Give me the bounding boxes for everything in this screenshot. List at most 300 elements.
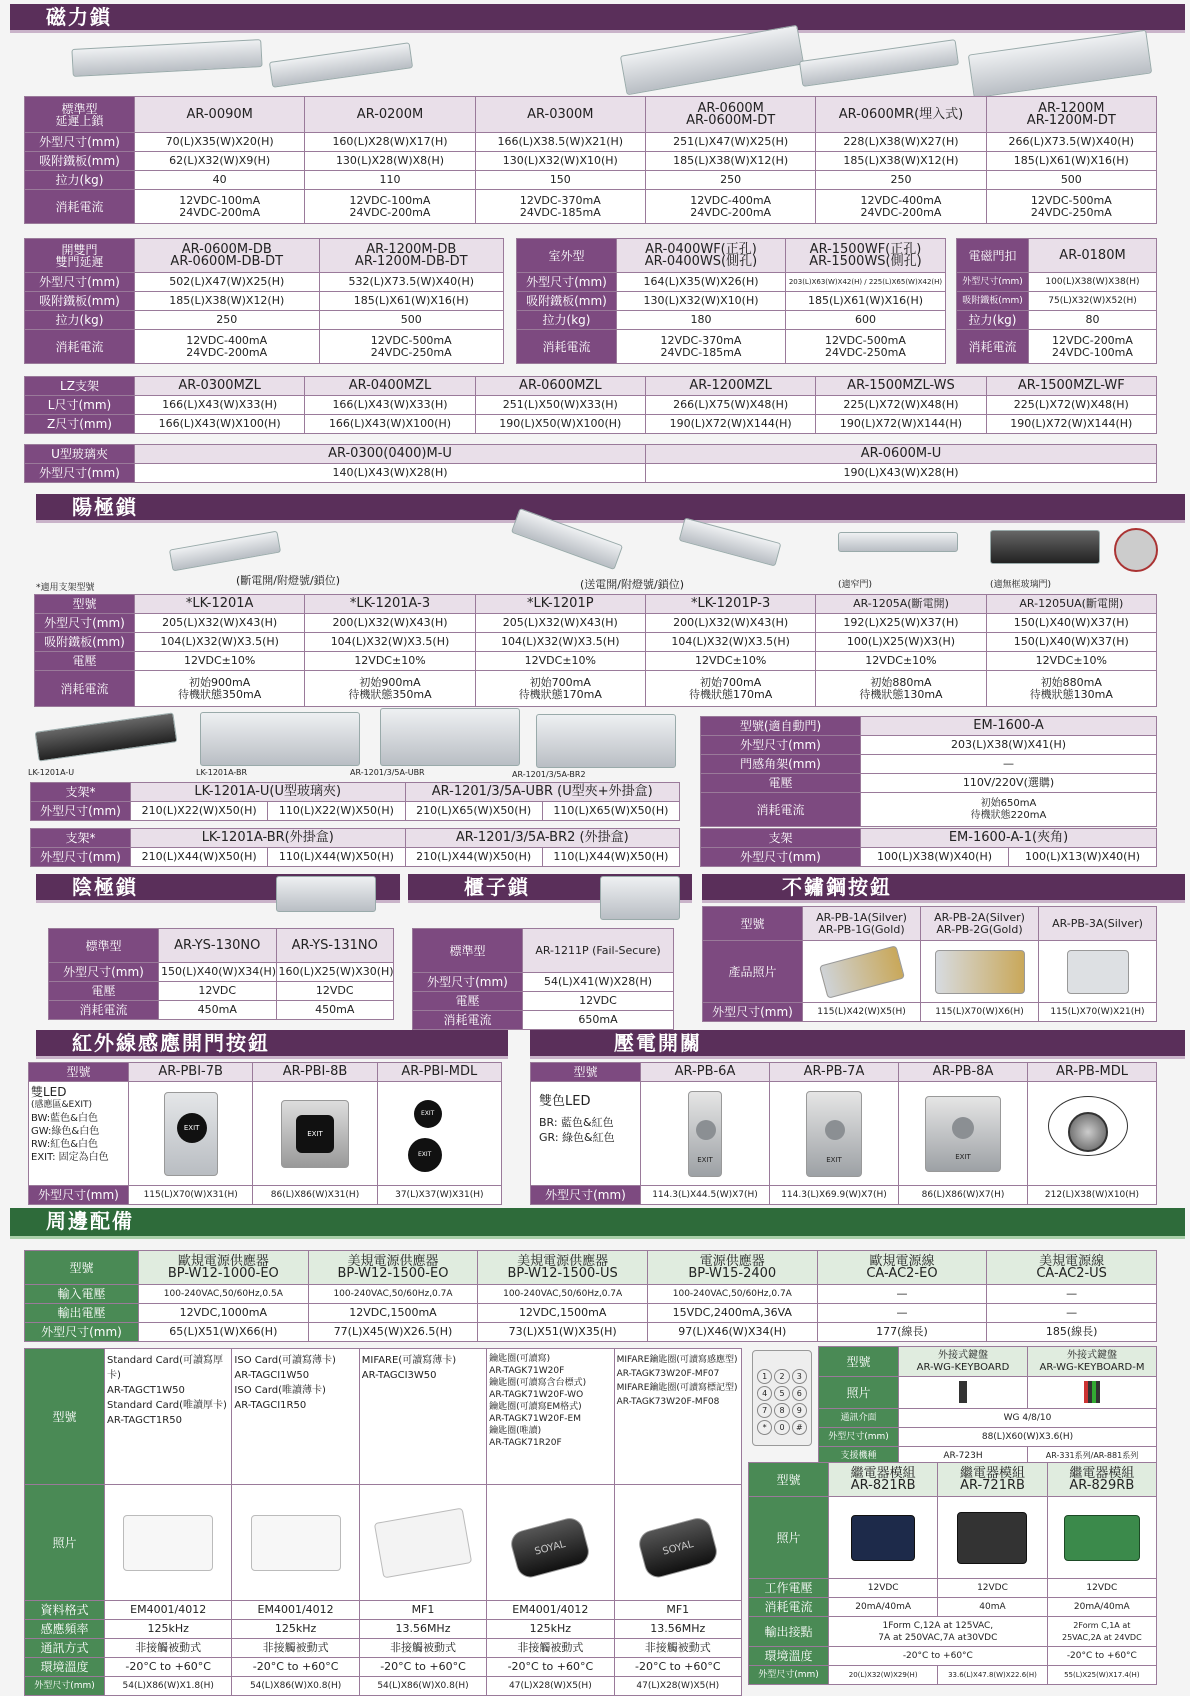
press-switch-table	[530, 1062, 1157, 1205]
key-fob: SOYAL	[508, 1515, 592, 1581]
model-cell: 電源供應器 BP-W15-2400	[647, 1251, 817, 1285]
cell: 100-240VAC,50/60Hz,0.5A	[139, 1285, 309, 1304]
cell: 型號	[749, 1463, 829, 1497]
cabinet-lock-table	[412, 928, 674, 1030]
press-exit-label: EXIT	[955, 1152, 971, 1161]
ir-desc-line: 雙LED	[31, 1085, 67, 1099]
em1600-bracket-table	[700, 828, 1157, 867]
cell: 166(L)X43(W)X33(H)	[305, 396, 475, 415]
cell: 非接觸被動式	[359, 1639, 486, 1658]
key: 3	[792, 1369, 807, 1384]
cell: 450mA	[276, 1001, 394, 1020]
cell: 型號	[703, 907, 803, 941]
maglock-double-door-table	[24, 238, 504, 364]
cell: 225(L)X72(W)X48(H)	[986, 396, 1156, 415]
keyboard-table	[818, 1346, 1157, 1466]
cell: 12VDC,1000mA	[139, 1304, 309, 1323]
cell: 12VDC±10%	[986, 652, 1156, 671]
relay-module-table	[748, 1462, 1157, 1685]
press-photo-cell	[641, 1082, 770, 1186]
anode-note: *適用支架型號	[36, 583, 95, 593]
cell: 125kHz	[105, 1620, 232, 1639]
cell: 初始900mA 待機狀態350mA	[305, 671, 475, 707]
key: 6	[792, 1386, 807, 1401]
press-desc-line: GR: 綠色&紅色	[539, 1131, 615, 1144]
cell: 照片	[749, 1497, 829, 1579]
power-supply-table	[24, 1250, 1157, 1342]
cell: 吸附鐵板(mm)	[25, 152, 135, 171]
key: 8	[774, 1403, 789, 1418]
model-cell: 歐規電源供應器 BP-W12-1000-EO	[139, 1251, 309, 1285]
kb-photo-cell	[899, 1377, 1028, 1409]
cell: 210(L)X44(W)X50(H)	[405, 848, 542, 867]
ir-sensor: EXIT	[296, 1115, 334, 1153]
cell: 12VDC	[1047, 1579, 1156, 1598]
ir-desc-line: GW:綠色&白色	[31, 1126, 100, 1137]
key: 0	[774, 1420, 789, 1435]
card-model-cell: MIFARE(可讀寫薄卡) AR-TAGCI3W50	[359, 1349, 486, 1485]
cell: 54(L)X86(W)X0.8(H)	[232, 1677, 359, 1696]
cell: 外型尺寸(mm)	[701, 736, 861, 755]
cell: 環境溫度	[749, 1647, 829, 1666]
model-cell: AR-0600MR(埋入式)	[816, 97, 986, 133]
model-cell: AR-PB-2A(Silver) AR-PB-2G(Gold)	[921, 907, 1039, 941]
press-photo-cell	[770, 1082, 899, 1186]
bracket-caption: AR-1201/3/5A-UBR	[350, 768, 425, 777]
press-photo-cell	[1028, 1082, 1157, 1186]
cell: 照片	[25, 1485, 105, 1601]
cell: 37(L)X37(W)X31(H)	[377, 1186, 501, 1205]
relay-board	[957, 1512, 1027, 1564]
model-cell: AR-PB-1A(Silver) AR-PB-1G(Gold)	[803, 907, 921, 941]
cell: 外型尺寸(mm)	[25, 133, 135, 152]
ir-desc-line: EXIT: 固定為白色	[31, 1152, 109, 1163]
model-cell: 繼電器模組 AR-721RB	[938, 1463, 1047, 1497]
ir-sensor: EXIT	[177, 1113, 207, 1143]
cell: 115(L)X42(W)X5(H)	[803, 1003, 921, 1022]
cell: 外型尺寸(mm)	[517, 273, 617, 292]
maglock-photo-ar1200m	[968, 30, 1152, 99]
cell: 型號	[35, 595, 135, 614]
cell: 185(L)X61(W)X16(H)	[986, 152, 1156, 171]
cell: EM4001/4012	[232, 1601, 359, 1620]
key: #	[792, 1420, 807, 1435]
cell: 212(L)X38(W)X10(H)	[1028, 1186, 1157, 1205]
ir-desc-line: BW:藍色&白色	[31, 1113, 98, 1124]
press-switch-plate	[688, 1091, 722, 1177]
cell: 標準型	[49, 929, 159, 963]
anode-photo-lk1201p3	[679, 517, 782, 566]
cell: 150	[475, 171, 645, 190]
cell: 100(L)X13(W)X40(H)	[1009, 848, 1157, 867]
cell: 通訊介面	[819, 1409, 899, 1428]
cell: 13.56MHz	[359, 1620, 486, 1639]
cell: 166(L)X38.5(W)X21(H)	[475, 133, 645, 152]
cell: 型號	[25, 1349, 105, 1485]
model-cell: AR-0600M-U	[646, 445, 1157, 464]
model-cell: 外接式鍵盤 AR-WG-KEYBOARD-M	[1028, 1347, 1157, 1377]
cell: 250	[645, 171, 815, 190]
model-cell: AR-0090M	[135, 97, 305, 133]
cell: 125kHz	[487, 1620, 614, 1639]
cell: 650mA	[523, 1011, 674, 1030]
cell: 消耗電流	[701, 793, 861, 827]
cell: 166(L)X43(W)X100(H)	[135, 415, 305, 434]
bracket-photo-br2	[536, 714, 676, 768]
section-cathode-lock: 陰極鎖	[36, 874, 400, 900]
cell: 203(L)X63(W)X42(H) / 225(L)X65(W)X42(H)	[786, 273, 946, 292]
cell: 外型尺寸(mm)	[703, 1003, 803, 1022]
keyboard-connector	[959, 1381, 967, 1403]
card-model-cell: Standard Card(可讀寫厚卡) AR-TAGCT1W50 Standard Card(唯讀厚卡) AR-TAGCT1R50	[105, 1349, 232, 1485]
relay-board	[1064, 1515, 1140, 1561]
cell: 初始880mA 待機狀態130mA	[816, 671, 986, 707]
model-cell: AR-0600M AR-0600M-DT	[645, 97, 815, 133]
cell: 54(L)X86(W)X1.8(H)	[105, 1677, 232, 1696]
cell: 13.56MHz	[614, 1620, 741, 1639]
cell: 初始700mA 待機狀態170mA	[645, 671, 815, 707]
section-cabinet-lock: 櫃子鎖	[408, 874, 692, 900]
cell: 12VDC±10%	[816, 652, 986, 671]
cell: 190(L)X72(W)X144(H)	[816, 415, 986, 434]
cell: 80	[1029, 311, 1157, 330]
cell: 110(L)X44(W)X50(H)	[268, 848, 405, 867]
cell: 吸附鐵板(mm)	[517, 292, 617, 311]
section-ir-button: 紅外線感應開門按鈕	[36, 1030, 508, 1056]
cell: U型玻璃夾	[25, 445, 135, 464]
model-cell: AR-PB-8A	[899, 1063, 1028, 1082]
cell: LZ支架	[25, 377, 135, 396]
model-cell: 外接式鍵盤 AR-WG-KEYBOARD	[899, 1347, 1028, 1377]
cell: 185(L)X38(W)X12(H)	[645, 152, 815, 171]
cell: 110V/220V(選購)	[861, 774, 1157, 793]
cell: 251(L)X47(W)X25(H)	[645, 133, 815, 152]
model-cell: AR-0180M	[1029, 239, 1157, 273]
maglock-photo-ar0600m	[620, 25, 804, 96]
cell: 消耗電流	[25, 330, 135, 364]
cell: -20°C to +60°C	[487, 1658, 614, 1677]
model-cell: AR-1201/3/5A-UBR (U型夾+外掛盒)	[405, 783, 680, 802]
cell: 12VDC-500mA 24VDC-250mA	[786, 330, 946, 364]
cell: 266(L)X73.5(W)X40(H)	[986, 133, 1156, 152]
cell: 20mA/40mA	[1047, 1598, 1156, 1617]
cell: 12VDC	[938, 1579, 1047, 1598]
ir-photo-cell	[377, 1082, 501, 1186]
cell: 205(L)X32(W)X43(H)	[475, 614, 645, 633]
ss-button-plate	[935, 950, 1025, 994]
key: 4	[757, 1386, 772, 1401]
model-cell: AR-PB-MDL	[1028, 1063, 1157, 1082]
key: 2	[774, 1369, 789, 1384]
cell: 104(L)X32(W)X3.5(H)	[475, 633, 645, 652]
cell: 88(L)X60(W)X3.6(H)	[899, 1428, 1157, 1447]
cell: 47(L)X28(W)X5(H)	[614, 1677, 741, 1696]
model-cell: AR-1205A(斷電開)	[816, 595, 986, 614]
model-cell: AR-1500MZL-WF	[986, 377, 1156, 396]
cell: 210(L)X22(W)X50(H)	[131, 802, 268, 821]
cell: 86(L)X86(W)X7(H)	[899, 1186, 1028, 1205]
cell: -20°C to +60°C	[614, 1658, 741, 1677]
cell: 160(L)X25(W)X30(H)	[276, 963, 394, 982]
cell: 輸入電壓	[25, 1285, 139, 1304]
cell: 210(L)X44(W)X50(H)	[131, 848, 268, 867]
cell: 拉力(kg)	[25, 171, 135, 190]
cell: EM4001/4012	[487, 1601, 614, 1620]
cathode-lock-photo	[276, 876, 376, 912]
model-cell: AR-PB-3A(Silver)	[1039, 907, 1157, 941]
section-press-switch: 壓電開關	[530, 1030, 1185, 1056]
cell: 12VDC-400mA 24VDC-200mA	[816, 190, 986, 224]
cell: 192(L)X25(W)X37(H)	[816, 614, 986, 633]
cell: 室外型	[517, 239, 617, 273]
cell: 通訊方式	[25, 1639, 105, 1658]
anode-photo-inset	[1114, 528, 1158, 572]
cell: -20°C to +60°C	[359, 1658, 486, 1677]
cell: 104(L)X32(W)X3.5(H)	[135, 633, 305, 652]
cell: 205(L)X32(W)X43(H)	[135, 614, 305, 633]
cell: 15VDC,2400mA,36VA	[647, 1304, 817, 1323]
model-cell: AR-PB-7A	[770, 1063, 899, 1082]
cell: 115(L)X70(W)X21(H)	[1039, 1003, 1157, 1022]
cell: 電壓	[701, 774, 861, 793]
cell: 47(L)X28(W)X5(H)	[487, 1677, 614, 1696]
cell: 消耗電流	[957, 330, 1029, 364]
cell: 12VDC-400mA 24VDC-200mA	[135, 330, 320, 364]
cell: 100(L)X38(W)X40(H)	[861, 848, 1009, 867]
model-cell: AR-1500WF(正孔) AR-1500WS(側孔)	[786, 239, 946, 273]
model-cell: AR-0600MZL	[475, 377, 645, 396]
cell: 12VDC-100mA 24VDC-200mA	[135, 190, 305, 224]
cell: 110(L)X44(W)X50(H)	[542, 848, 679, 867]
cell: 110(L)X22(W)X50(H)	[268, 802, 405, 821]
cell: 86(L)X86(W)X31(H)	[253, 1186, 377, 1205]
cell: 初始650mA 待機狀態220mA	[861, 793, 1157, 827]
cell: 210(L)X65(W)X50(H)	[405, 802, 542, 821]
cell: 180	[617, 311, 786, 330]
cell: -20°C to +60°C	[1047, 1647, 1156, 1666]
cell: 外型尺寸(mm)	[25, 1677, 105, 1696]
cell: 型號	[29, 1063, 129, 1082]
cell: 標準型	[413, 929, 523, 973]
cell: 標準型 延遲上鎖	[25, 97, 135, 133]
model-cell: 美規電源供應器 BP-W12-1500-US	[478, 1251, 648, 1285]
cell: 非接觸被動式	[105, 1639, 232, 1658]
cell: 外型尺寸(mm)	[35, 614, 135, 633]
cell: 外型尺寸(mm)	[701, 848, 861, 867]
cell: 100(L)X25(W)X3(H)	[816, 633, 986, 652]
key: 7	[757, 1403, 772, 1418]
cell: 1Form C,12A at 125VAC, 7A at 250VAC,7A at30VDC	[829, 1617, 1048, 1647]
cell: 12VDC	[829, 1579, 938, 1598]
cell: 190(L)X43(W)X28(H)	[646, 464, 1157, 483]
cell: 非接觸被動式	[487, 1639, 614, 1658]
model-cell: 繼電器模組 AR-821RB	[829, 1463, 938, 1497]
cell: 185(線長)	[987, 1323, 1157, 1342]
ir-desc-cell	[29, 1082, 129, 1186]
em1600-table	[700, 716, 1157, 827]
cell: 100-240VAC,50/60Hz,0.7A	[478, 1285, 648, 1304]
cell: 拉力(kg)	[957, 311, 1029, 330]
cell: 62(L)X32(W)X9(H)	[135, 152, 305, 171]
ss-button-table	[702, 906, 1157, 1022]
cell: 支架	[701, 829, 861, 848]
cell: 12VDC-500mA 24VDC-250mA	[319, 330, 504, 364]
cell: 110	[305, 171, 475, 190]
cell: 166(L)X43(W)X100(H)	[305, 415, 475, 434]
cell: 73(L)X51(W)X35(H)	[478, 1323, 648, 1342]
card-model-cell: MIFARE鑰匙圈(可讀寫感應型) AR-TAGK73W20F-MF07 MIFARE鑰匙圈(可讀寫標記型) AR-TAGK73W20F-MF08	[614, 1349, 741, 1485]
cell: 非接觸被動式	[232, 1639, 359, 1658]
cell: 54(L)X86(W)X0.8(H)	[359, 1677, 486, 1696]
cell: 114.3(L)X69.9(W)X7(H)	[770, 1186, 899, 1205]
cell: 185(L)X38(W)X12(H)	[816, 152, 986, 171]
press-desc-line: 雙色LED	[539, 1094, 591, 1109]
cell: 450mA	[159, 1001, 277, 1020]
cell: EM4001/4012	[105, 1601, 232, 1620]
cell: 消耗電流	[517, 330, 617, 364]
relay-board	[851, 1515, 915, 1561]
model-cell: *LK-1201P-3	[645, 595, 815, 614]
cell: 185(L)X38(W)X12(H)	[135, 292, 320, 311]
card-model-cell: 鑰匙圈(可讀寫) AR-TAGK71W20F 鑰匙圈(可讀寫含台標式) AR-TAGK71W20F-WO 鑰匙圈(可讀寫EM格式) AR-TAGK71W20F-EM 鑰匙圈(唯讀) AR-TAGK71R20F	[487, 1349, 614, 1485]
cell: 140(L)X43(W)X28(H)	[135, 464, 646, 483]
bracket-caption: LK-1201A-U	[28, 768, 75, 777]
cell: 資料格式	[25, 1601, 105, 1620]
model-cell: AR-0300M	[475, 97, 645, 133]
model-cell: 美規電源線 CA-AC2-US	[987, 1251, 1157, 1285]
cabinet-lock-photo	[600, 876, 680, 920]
cell: 130(L)X32(W)X10(H)	[475, 152, 645, 171]
ss-photo-cell	[921, 941, 1039, 1003]
ir-button-table	[28, 1062, 502, 1205]
card-photo-cell	[487, 1485, 614, 1601]
maglock-photo-plate	[269, 42, 413, 88]
cell: 12VDC	[276, 982, 394, 1001]
cell: 150(L)X40(W)X34(H)	[159, 963, 277, 982]
cell: AR-723H	[899, 1447, 1028, 1466]
cell: 40mA	[938, 1598, 1047, 1617]
key-fob: SOYAL	[636, 1515, 720, 1581]
press-switch-plate	[925, 1096, 1001, 1172]
cell: 環境溫度	[25, 1658, 105, 1677]
cell: 185(L)X61(W)X16(H)	[786, 292, 946, 311]
cell: -20°C to +60°C	[829, 1647, 1048, 1666]
anode-caption-3: (適窄門)	[838, 580, 873, 590]
cell: 外型尺寸(mm)	[749, 1666, 829, 1685]
cell: 104(L)X32(W)X3.5(H)	[305, 633, 475, 652]
cell: 150(L)X40(W)X37(H)	[986, 614, 1156, 633]
cell: 12VDC-100mA 24VDC-200mA	[305, 190, 475, 224]
cell: —	[817, 1304, 987, 1323]
press-exit-label: EXIT	[697, 1155, 713, 1164]
cell: 185(L)X61(W)X16(H)	[319, 292, 504, 311]
cell: 拉力(kg)	[25, 311, 135, 330]
ss-button-plate	[818, 945, 904, 999]
bracket-photo-lk1201a-br	[200, 712, 360, 766]
cell: —	[817, 1285, 987, 1304]
cell: —	[987, 1285, 1157, 1304]
cell: 115(L)X70(W)X31(H)	[129, 1186, 253, 1205]
cell: 12VDC-500mA 24VDC-250mA	[986, 190, 1156, 224]
bracket-caption: AR-1201/3/5A-BR2	[512, 770, 586, 779]
cell: 77(L)X45(W)X26.5(H)	[308, 1323, 478, 1342]
press-button	[825, 1120, 845, 1140]
cell: 外型尺寸(mm)	[29, 1186, 129, 1205]
cell: 190(L)X50(W)X100(H)	[475, 415, 645, 434]
key: 9	[792, 1403, 807, 1418]
cell: 20mA/40mA	[829, 1598, 938, 1617]
bracket-caption: LK-1201A-BR	[196, 768, 248, 777]
relay-photo-cell	[1047, 1497, 1156, 1579]
keyboard-connector	[1084, 1381, 1100, 1403]
cell: 外型尺寸(mm)	[531, 1186, 641, 1205]
cell: 電壓	[35, 652, 135, 671]
bracket-photo-lk1201a-u	[35, 712, 178, 761]
cell: 產品照片	[703, 941, 803, 1003]
cell: 電壓	[413, 992, 523, 1011]
model-cell: AR-1200MZL	[645, 377, 815, 396]
cell: 消耗電流	[25, 190, 135, 224]
cell: 75(L)X32(W)X52(H)	[1029, 292, 1157, 311]
cell: L尺寸(mm)	[25, 396, 135, 415]
cell: 115(L)X70(W)X6(H)	[921, 1003, 1039, 1022]
cell: 500	[319, 311, 504, 330]
cell: 型號	[25, 1251, 139, 1285]
cell: 外型尺寸(mm)	[31, 848, 131, 867]
cell: 外型尺寸(mm)	[31, 802, 131, 821]
model-cell: AR-PBI-MDL	[377, 1063, 501, 1082]
cell: 228(L)X38(W)X27(H)	[816, 133, 986, 152]
cell: 外型尺寸(mm)	[25, 464, 135, 483]
cell: Z尺寸(mm)	[25, 415, 135, 434]
cell: 266(L)X75(W)X48(H)	[645, 396, 815, 415]
cell: 200(L)X32(W)X43(H)	[645, 614, 815, 633]
model-cell: 繼電器模組 AR-829RB	[1047, 1463, 1156, 1497]
press-mdl-cable	[1048, 1096, 1128, 1156]
cell: 164(L)X35(W)X26(H)	[617, 273, 786, 292]
ir-desc-line: (感應區&EXIT)	[31, 1100, 93, 1110]
model-cell: *LK-1201A-3	[305, 595, 475, 614]
cell: 104(L)X32(W)X3.5(H)	[645, 633, 815, 652]
ir-button-plate	[164, 1092, 218, 1176]
key: *	[757, 1420, 772, 1435]
anode-photo-ar1205ua	[990, 530, 1100, 564]
cell: WG 4/8/10	[899, 1409, 1157, 1428]
cell: 支援機種	[819, 1447, 899, 1466]
cell: 600	[786, 311, 946, 330]
cell: 502(L)X47(W)X25(H)	[135, 273, 320, 292]
cell: 130(L)X32(W)X10(H)	[617, 292, 786, 311]
cell: 114.3(L)X44.5(W)X7(H)	[641, 1186, 770, 1205]
cell: 177(線長)	[817, 1323, 987, 1342]
cell: 150(L)X40(W)X37(H)	[986, 633, 1156, 652]
cell: 初始880mA 待機狀態130mA	[986, 671, 1156, 707]
bracket-table-2	[30, 828, 680, 867]
cathode-lock-table	[48, 928, 394, 1020]
anode-caption-4: (適無框玻璃門)	[990, 580, 1052, 590]
cell: 12VDC-400mA 24VDC-200mA	[645, 190, 815, 224]
cell: 型號	[819, 1347, 899, 1377]
model-cell: *LK-1201P	[475, 595, 645, 614]
model-cell: LK-1201A-BR(外掛盒)	[131, 829, 406, 848]
card-photo-cell	[614, 1485, 741, 1601]
model-cell: AR-1500MZL-WS	[816, 377, 986, 396]
cell: 2Form C,1A at 25VAC,2A at 24VDC	[1047, 1617, 1156, 1647]
cell: 12VDC-370mA 24VDC-185mA	[617, 330, 786, 364]
model-cell: 美規電源供應器 BP-W12-1500-EO	[308, 1251, 478, 1285]
model-cell: AR-0400MZL	[305, 377, 475, 396]
cell: 70(L)X35(W)X20(H)	[135, 133, 305, 152]
